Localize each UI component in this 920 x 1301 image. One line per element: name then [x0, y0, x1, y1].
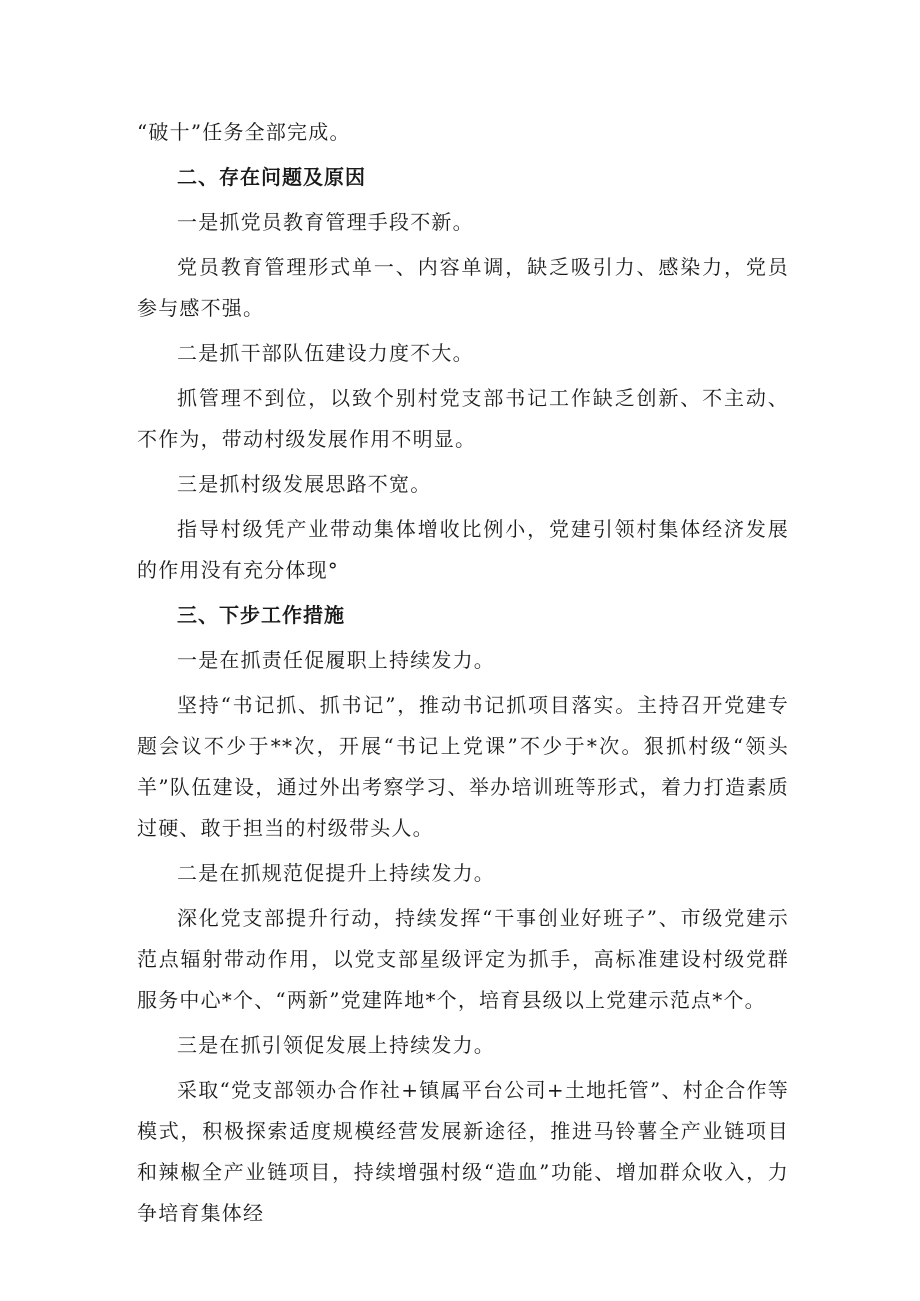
paragraph-detail-3: 指导村级凭产业带动集体增收比例小，党建引领村集体经济发展的作用没有充分体现° — [137, 517, 789, 582]
document-body — [137, 112, 789, 1238]
paragraph-measure-2: 二是在抓规范促提升上持续发力。 — [177, 861, 495, 885]
paragraph-detail-1: 党员教育管理形式单一、内容单调，缺乏吸引力、感染力，党员参与感不强。 — [137, 255, 789, 320]
section-heading-problems: 二、存在问题及原因 — [177, 165, 366, 189]
paragraph-measure-detail-3: 采取“党支部领办合作社+镇属平台公司+土地托管”、村企合作等模式，积极探索适度规模经营发展新途径，推进马铃薯全产业链项目和辣椒全产业链项目，持续增强村级“造血”功能、增加群众收入，力争培育集体经 — [137, 1078, 789, 1225]
paragraph-point-1: 一是抓党员教育管理手段不新。 — [177, 210, 474, 234]
paragraph-detail-2: 抓管理不到位，以致个别村党支部书记工作缺乏创新、不主动、不作为，带动村级发展作用不明显。 — [137, 386, 789, 451]
paragraph-measure-detail-2: 深化党支部提升行动，持续发挥“干事创业好班子”、市级党建示范点辐射带动作用，以党支部星级评定为抓手，高标准建设村级党群服务中心*个、“两新”党建阵地*个，培育县级以上党建示范点*个。 — [137, 906, 789, 1012]
paragraph-point-2: 二是抓干部队伍建设力度不大。 — [177, 341, 474, 365]
paragraph-measure-detail-1: 坚持“书记抓、抓书记”，推动书记抓项目落实。主持召开党建专题会议不少于**次，开展“书记上党课”不少于*次。狠抓村级“领头羊”队伍建设，通过外出考察学习、举办培训班等形式，着力打造素质过硬、敢于担当的村级带头人。 — [137, 693, 789, 840]
paragraph-measure-3: 三是在抓引领促发展上持续发力。 — [177, 1033, 495, 1057]
paragraph-continuation: “破十”任务全部完成。 — [137, 120, 351, 144]
paragraph-point-3: 三是抓村级发展思路不宽。 — [177, 472, 432, 496]
section-heading-measures: 三、下步工作措施 — [177, 603, 345, 627]
paragraph-measure-1: 一是在抓责任促履职上持续发力。 — [177, 648, 495, 672]
